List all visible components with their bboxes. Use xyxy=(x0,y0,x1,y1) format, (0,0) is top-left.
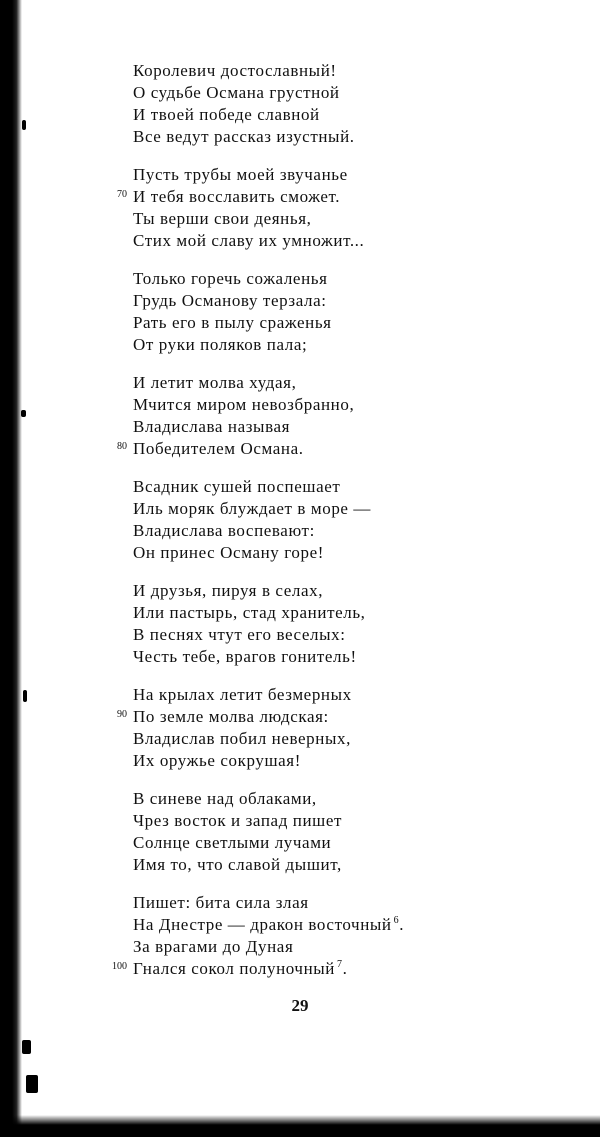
verse-line xyxy=(133,788,573,810)
verse-line xyxy=(133,394,573,416)
verse-text: О судьбе Османа грустной xyxy=(133,83,340,102)
verse-text: Пишет: бита сила злая xyxy=(133,893,309,912)
verse-line xyxy=(133,208,573,230)
verse-text: За врагами до Дуная xyxy=(133,937,294,956)
verse-line xyxy=(133,750,573,772)
verse-punctuation: . xyxy=(399,915,405,934)
verse-line xyxy=(133,892,573,914)
verse-text: И твоей победе славной xyxy=(133,105,320,124)
stanza xyxy=(133,268,573,356)
verse-text: Владислава воспевают: xyxy=(133,521,315,540)
spine-speck xyxy=(22,120,26,130)
stanza xyxy=(133,60,573,148)
verse-text: Их оружье сокрушая! xyxy=(133,751,301,770)
verse-line xyxy=(117,186,573,208)
verse-line xyxy=(133,290,573,312)
verse-line xyxy=(133,416,573,438)
verse-line xyxy=(133,268,573,290)
verse-text: Всадник сушей поспешает xyxy=(133,477,341,496)
page-bottom-edge xyxy=(0,1115,600,1137)
poem-text xyxy=(112,60,573,996)
spine-speck xyxy=(22,1040,31,1054)
verse-line xyxy=(133,372,573,394)
footnote-marker: 6 xyxy=(393,915,400,927)
verse-text: По земле молва людская: xyxy=(133,707,329,726)
stanza xyxy=(117,164,573,252)
verse-text: На крылах летит безмерных xyxy=(133,685,352,704)
verse-text: В песнях чтут его веселых: xyxy=(133,625,346,644)
verse-text: Мчится миром невозбранно, xyxy=(133,395,355,414)
page-number: 29 xyxy=(291,996,309,1015)
verse-line xyxy=(133,334,573,356)
verse-line xyxy=(133,728,573,750)
stanza xyxy=(133,788,573,876)
stanza xyxy=(117,372,573,460)
verse-line xyxy=(133,520,573,542)
spine-speck xyxy=(26,1075,38,1093)
verse-line xyxy=(133,624,573,646)
verse-text: Ты верши свои деянья, xyxy=(133,209,312,228)
verse-line xyxy=(133,230,573,252)
verse-text: Королевич достославный! xyxy=(133,61,337,80)
verse-line xyxy=(133,104,573,126)
verse-text: Только горечь сожаленья xyxy=(133,269,328,288)
verse-text: И летит молва худая, xyxy=(133,373,297,392)
line-number: 100 xyxy=(112,961,127,972)
verse-line xyxy=(133,542,573,564)
stanza xyxy=(112,892,573,980)
verse-text: И друзья, пируя в селах, xyxy=(133,581,324,600)
verse-line xyxy=(133,810,573,832)
spine-speck xyxy=(23,690,27,702)
verse-line xyxy=(117,706,573,728)
verse-text: Рать его в пылу сраженья xyxy=(133,313,332,332)
stanza xyxy=(133,580,573,668)
stanza xyxy=(133,476,573,564)
verse-text: Чрез восток и запад пишет xyxy=(133,811,343,830)
verse-line xyxy=(133,164,573,186)
line-number: 70 xyxy=(117,189,127,200)
verse-line xyxy=(133,60,573,82)
stanza xyxy=(117,684,573,772)
verse-punctuation: . xyxy=(342,959,348,978)
verse-text: Или пастырь, стад хранитель, xyxy=(133,603,366,622)
verse-text: Иль моряк блуждает в море — xyxy=(133,499,372,518)
verse-line xyxy=(133,854,573,876)
verse-line xyxy=(133,126,573,148)
verse-line xyxy=(133,580,573,602)
verse-text: Владислав побил неверных, xyxy=(133,729,351,748)
line-number: 90 xyxy=(117,709,127,720)
verse-line xyxy=(133,936,573,958)
verse-text: Все ведут рассказ изустный. xyxy=(133,127,355,146)
verse-text: На Днестре — дракон восточный xyxy=(133,915,392,934)
verse-line xyxy=(133,82,573,104)
verse-text: Честь тебе, врагов гонитель! xyxy=(133,647,357,666)
verse-text: Солнце светлыми лучами xyxy=(133,833,332,852)
verse-text: Стих мой славу их умножит... xyxy=(133,231,365,250)
verse-text: Пусть трубы моей звучанье xyxy=(133,165,348,184)
verse-text: Он принес Осману горе! xyxy=(133,543,324,562)
verse-line xyxy=(117,438,573,460)
verse-line xyxy=(133,498,573,520)
verse-text: В синеве над облаками, xyxy=(133,789,317,808)
verse-line xyxy=(112,958,573,980)
verse-line xyxy=(133,602,573,624)
verse-text: Победителем Османа. xyxy=(133,439,304,458)
verse-text: Грудь Османову терзала: xyxy=(133,291,327,310)
verse-text: Имя то, что славой дышит, xyxy=(133,855,342,874)
verse-line xyxy=(133,476,573,498)
verse-line xyxy=(133,914,573,936)
verse-text: От руки поляков пала; xyxy=(133,335,308,354)
spine-speck xyxy=(21,410,26,417)
verse-line xyxy=(133,832,573,854)
verse-line xyxy=(133,312,573,334)
verse-text: И тебя восславить сможет. xyxy=(133,187,341,206)
line-number: 80 xyxy=(117,441,127,452)
verse-line xyxy=(133,684,573,706)
verse-text: Гнался сокол полуночный xyxy=(133,959,336,978)
verse-line xyxy=(133,646,573,668)
footnote-marker: 7 xyxy=(337,959,343,971)
verse-text: Владислава называя xyxy=(133,417,291,436)
page-spine-shadow xyxy=(0,0,22,1137)
